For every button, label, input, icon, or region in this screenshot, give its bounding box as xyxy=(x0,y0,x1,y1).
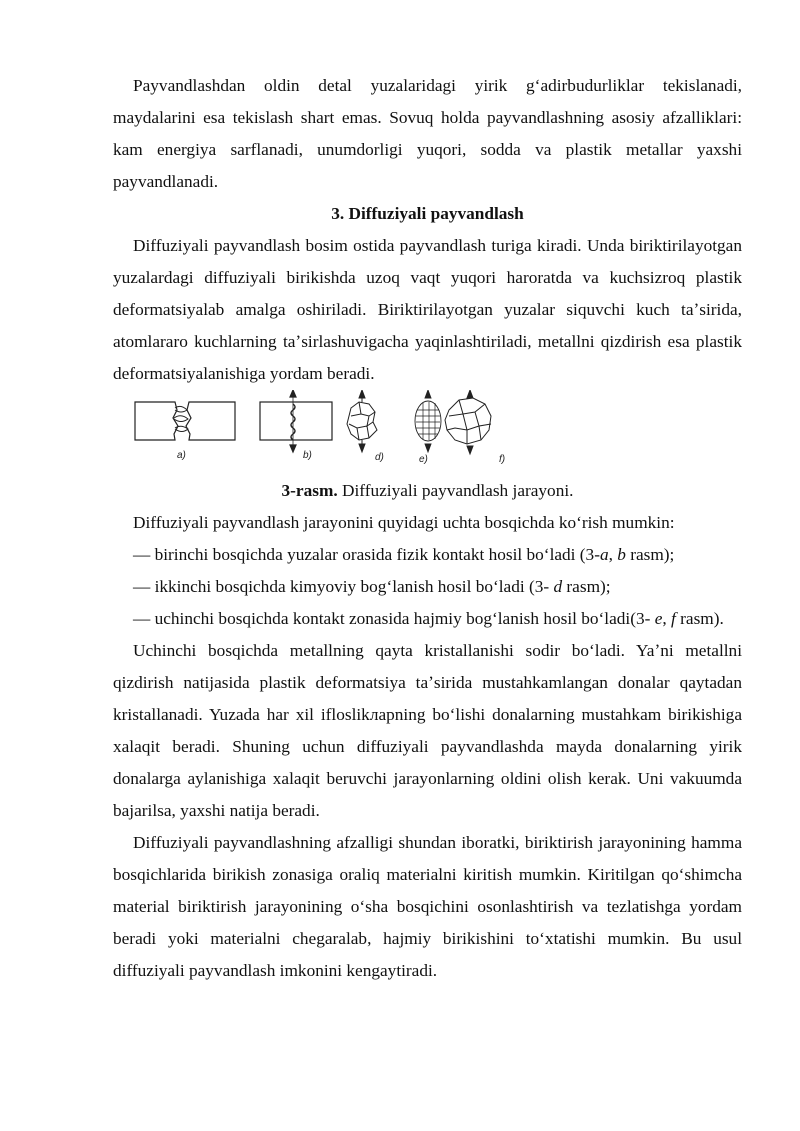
paragraph-advantages: Diffuziyali payvandlashning afzalligi shundan iboratki, biriktirish jarayonining hamma bosqichlarida birikish zonasiga oraliq materialni kiritish mumkin. Kiritilgan qoʻshimcha material biriktirish jarayonining oʻsha bosqichini osonlashtirish va tezlatishga yordam beradi yoki materialni chegaralab, hajmiy birikishini toʻxtatishi mumkin. Bu usul diffuziyali payvandlash imkonini kengaytiradi. xyxy=(113,833,742,980)
list-item-stage-1: — birinchi bosqichda yuzalar orasida fizik kontakt hosil boʻladi (3-a, b rasm); xyxy=(133,545,675,564)
paragraph-stages-intro: Diffuziyali payvandlash jarayonini quyidagi uchta bosqichda koʻrish mumkin: xyxy=(133,513,675,532)
stage-a-diagram xyxy=(135,402,235,440)
stage-b-diagram xyxy=(260,390,332,452)
figure-drawing xyxy=(113,390,742,475)
label-f: f) xyxy=(499,454,506,465)
paragraph-third-stage: Uchinchi bosqichda metallning qayta kristallanishi sodir boʻladi. Yaʼni metallni qizdirish natijasida plastik deformatsiya taʼsirida mustahkamlangan donalar qaytadan kristallanadi. Yuzada har xil ifloslikларning boʻlishi donalarning mustahkam birikishiga xalaqit beradi. Shuning uchun diffuziyali payvandlashda mayda donalarning yirik donalarga aylanishiga xalaqit beruvchi jarayonlarning oldini olish kerak. Uni vakuumda bajarilsa, yaxshi natija beradi. xyxy=(113,641,742,820)
label-e: e) xyxy=(419,454,428,465)
stage-e-diagram xyxy=(415,390,441,452)
label-b: b) xyxy=(303,450,312,461)
paragraph-intro: Payvandlashdan oldin detal yuzalaridagi yirik gʻadirbudurliklar tekislanadi, maydalarini esa tekislash shart emas. Sovuq holda payvandlashning asosiy afzalliklari: kam energiya sarflanadi, unumdorligi yuqori, sodda va plastik metallar yaxshi payvandlanadi. xyxy=(113,76,742,191)
caption-number: 3-rasm. xyxy=(281,481,338,500)
section-heading: 3. Diffuziyali payvandlash xyxy=(331,204,524,223)
label-d: d) xyxy=(375,452,384,463)
list-item-stage-3: — uchinchi bosqichda kontakt zonasida hajmiy bogʻlanish hosil boʻladi(3- e, f rasm). xyxy=(133,609,724,628)
caption-text: Diffuziyali payvandlash jarayoni. xyxy=(337,481,574,500)
stage-d-diagram xyxy=(347,390,377,452)
label-a: a) xyxy=(177,450,186,461)
paragraph-definition: Diffuziyali payvandlash bosim ostida payvandlash turiga kiradi. Unda biriktirilayotgan yuzalardagi diffuziyali birikishda uzoq vaqt yuqori haroratda va kuchsizroq plastik deformatsiyalab amalga oshiriladi. Biriktirilayotgan yuzalar siquvchi kuch taʼsirida, atomlararo kuchlarning taʼsirlashuvigacha yaqinlashtiriladi, metallni qizdirish esa plastik deformatsiyalanishiga yordam beradi. xyxy=(113,236,742,383)
list-item-stage-2: — ikkinchi bosqichda kimyoviy bogʻlanish hosil boʻladi (3- d rasm); xyxy=(133,577,611,596)
figure-caption xyxy=(113,475,742,507)
diffusion-welding-figure xyxy=(113,390,742,475)
stage-f-diagram xyxy=(445,390,491,454)
document-page xyxy=(113,70,742,987)
